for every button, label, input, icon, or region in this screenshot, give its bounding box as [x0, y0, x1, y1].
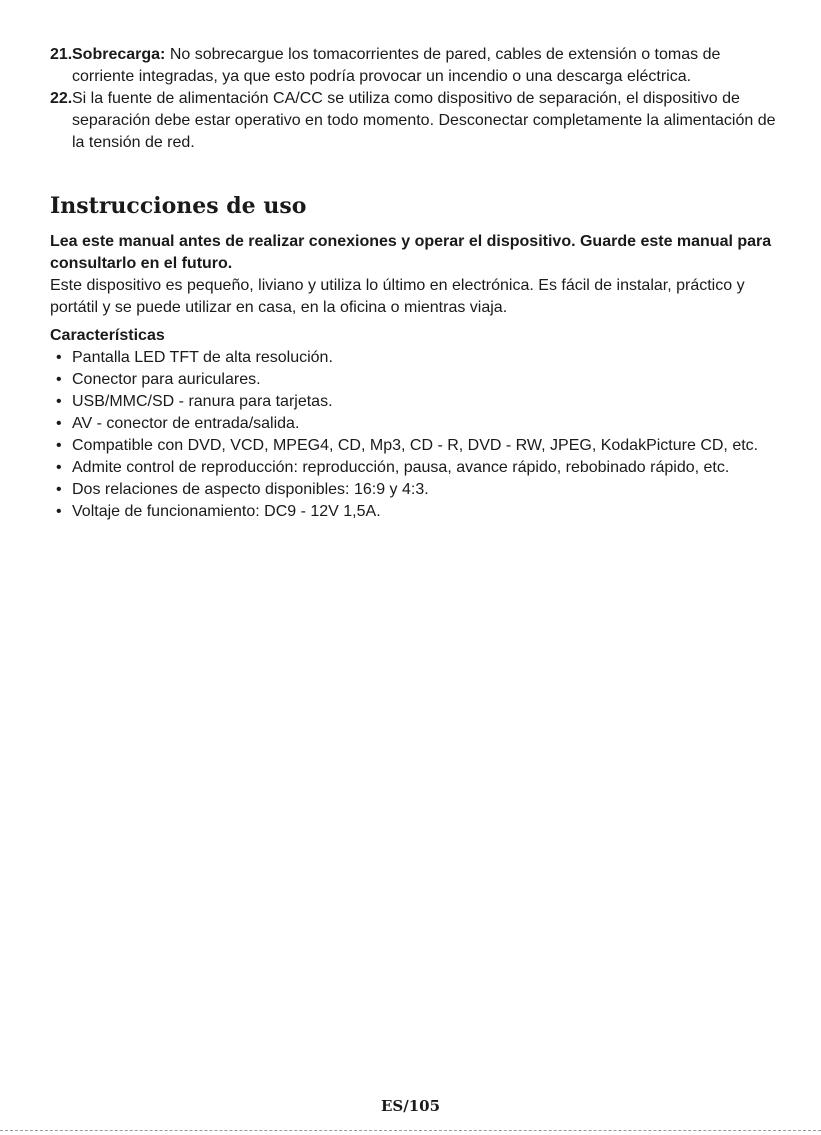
list-item — [50, 413, 780, 435]
item-number: 22. — [50, 90, 73, 107]
list-item-text: Pantalla LED TFT de alta resolución. — [72, 349, 333, 366]
list-item-text: USB/MMC/SD - ranura para tarjetas. — [72, 393, 333, 410]
bullet-icon: • — [56, 503, 62, 520]
list-item-text: Voltaje de funcionamiento: DC9 - 12V 1,5A. — [72, 503, 381, 520]
numbered-item-22 — [50, 88, 780, 154]
bullet-icon: • — [56, 393, 62, 410]
list-item — [50, 369, 780, 391]
intro-body-paragraph: Este dispositivo es pequeño, liviano y utiliza lo último en electrónica. Es fácil de instalar, práctico y portátil y se puede utilizar en casa, en la oficina o mientras viaja. — [50, 277, 745, 316]
intro-block — [50, 231, 780, 319]
list-item — [50, 479, 780, 501]
features-block — [50, 325, 780, 523]
footer-divider — [0, 1130, 821, 1131]
numbered-item-21 — [50, 44, 780, 88]
list-item — [50, 457, 780, 479]
item-number: 21. — [50, 46, 73, 63]
list-item — [50, 435, 780, 457]
list-item-text: Admite control de reproducción: reproducción, pausa, avance rápido, rebobinado rápido, etc. — [72, 459, 730, 476]
page-number: ES/105 — [380, 1097, 441, 1115]
bullet-icon: • — [56, 437, 62, 454]
bullet-icon: • — [56, 415, 62, 432]
list-item — [50, 501, 780, 523]
item-text: Si la fuente de alimentación CA/CC se utiliza como dispositivo de separación, el dispositivo de separación debe estar operativo en todo momento. Desconectar completamente la alimentación de la tensión de red. — [72, 90, 776, 151]
intro-bold-paragraph: Lea este manual antes de realizar conexiones y operar el dispositivo. Guarde este manual para consultarlo en el futuro. — [50, 233, 772, 272]
bullet-icon: • — [56, 481, 62, 498]
bullet-icon: • — [56, 459, 62, 476]
list-item — [50, 347, 780, 369]
features-list — [50, 347, 780, 523]
item-text: No sobrecargue los tomacorrientes de pared, cables de extensión o tomas de corriente integradas, ya que esto podría provocar un incendio o una descarga eléctrica. — [72, 46, 721, 85]
list-item-text: Dos relaciones de aspecto disponibles: 16:9 y 4:3. — [72, 481, 429, 498]
bullet-icon: • — [56, 349, 62, 366]
list-item-text: Conector para auriculares. — [72, 371, 261, 388]
item-lead: Sobrecarga: — [72, 46, 166, 63]
safety-numbered-list — [50, 44, 780, 154]
bullet-icon: • — [56, 371, 62, 388]
section-title: Instrucciones de uso — [50, 193, 307, 219]
features-heading: Características — [50, 327, 165, 344]
list-item-text: AV - conector de entrada/salida. — [72, 415, 300, 432]
list-item-text: Compatible con DVD, VCD, MPEG4, CD, Mp3, CD - R, DVD - RW, JPEG, KodakPicture CD, etc. — [72, 437, 759, 454]
list-item — [50, 391, 780, 413]
